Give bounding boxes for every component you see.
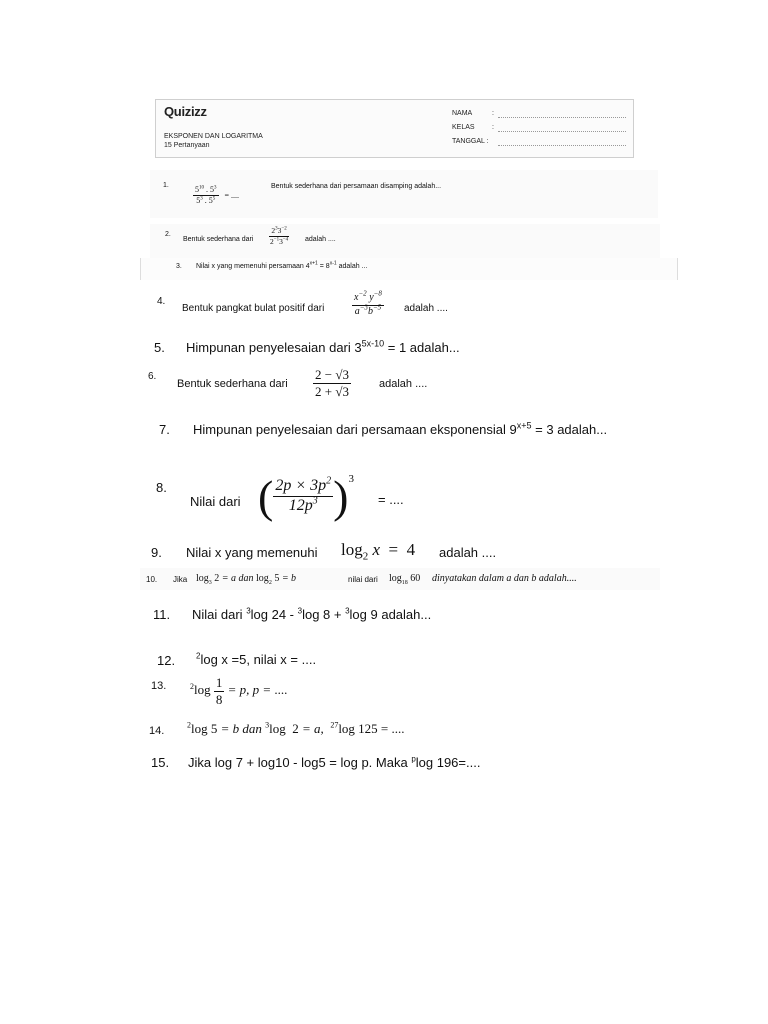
class-label: KELAS [452,124,475,131]
question-number: 8. [156,480,167,495]
question-text: Jika [173,575,188,584]
question-text: Jika log 7 + log10 - log5 = log p. Maka $^p$log 196=.... [188,754,481,770]
question-text: = .... [378,492,404,507]
name-label: NAMA [452,110,473,117]
question-text: Nilai dari [190,494,241,509]
name-field[interactable] [498,117,626,118]
question-formula: $\frac{5^{10} . 5^3}{5^3 . 5^5}$ = .... [195,185,240,206]
quiz-header-box [155,99,634,158]
class-separator: : [492,124,494,131]
class-field[interactable] [498,131,626,132]
question-number: 5. [154,340,165,355]
question-formula: $\log_{18} 60$ [389,573,421,586]
question-text: dinyatakan dalam a dan b adalah.... [432,573,577,584]
question-text: Bentuk sederhana dari [183,236,254,243]
date-field[interactable] [498,145,626,146]
question-number: 10. [146,575,158,584]
question-text: Nilai x yang memenuhi persamaan $4^{x+1} = 8^{x-1}$ adalah ... [196,260,368,270]
question-formula: $\frac{x^{-2} y^{-8}}{a^{-3}b^{-5}}$ [354,289,382,317]
question-count: 15 Pertanyaan [164,142,210,149]
question-text: Nilai x yang memenuhi [186,545,318,560]
question-text: Bentuk sederhana dari [177,378,288,390]
question-text: adalah .... [404,303,448,314]
question-formula: $\frac{2^33^{-2}}{2^{-1}3^{-4}}$ [270,226,289,246]
question-text: Bentuk pangkat bulat positif dari [182,303,325,314]
question-number: 7. [159,422,170,437]
question-number: 1. [163,182,169,189]
question-text: Himpunan penyelesaian dari persamaan eksponensial $9^{x+5} = 3$ adalah... [193,420,608,437]
question-text: Himpunan penyelesaian dari $3^{5x-10} = 1$ adalah... [186,338,460,355]
question-text: adalah .... [439,545,497,560]
question-number: 14. [149,725,165,737]
question-formula: $^2$log 5 = b dan $^3$log 2 = a, $^{27}$log 125 = .... [187,720,405,736]
question-text: adalah .... [379,378,428,390]
question-number: 15. [151,755,170,770]
question-formula: $\log_3 2 = a$ dan $\log_2 5 = b$ [196,573,297,586]
question-number: 4. [157,296,166,307]
question-formula: ( $\frac{2p \times 3p^2}{12p^3}$ )$^3$ [258,471,354,522]
question-number: 13. [151,680,167,692]
question-formula: $\log_2 x = 4$ [341,540,416,563]
quizizz-logo: Quizizz [164,104,207,119]
question-number: 2. [165,231,171,238]
date-label: TANGGAL : [452,138,489,145]
question-formula: $\frac{2 - √3}{2 + √3}$ [315,367,349,399]
question-formula: $^2$log $\frac{1}{8}$ = p, p = .... [190,675,288,707]
question-text: Nilai dari $^3$log 24 - $^3$log 8 + $^3$log 9 adalah... [192,606,432,622]
question-number: 3. [176,263,182,270]
question-number: 12. [157,653,176,668]
question-text: adalah .... [305,236,336,243]
question-number: 9. [151,545,162,560]
question-text: Bentuk sederhana dari persamaan disamping adalah... [271,183,442,190]
quiz-subject: EKSPONEN DAN LOGARITMA [164,133,263,140]
question-text: nilai dari [348,575,378,584]
question-number: 11. [153,607,171,622]
question-number: 6. [148,371,157,382]
name-separator: : [492,110,494,117]
question-text: $^2$log x =5, nilai x = .... [196,651,317,667]
